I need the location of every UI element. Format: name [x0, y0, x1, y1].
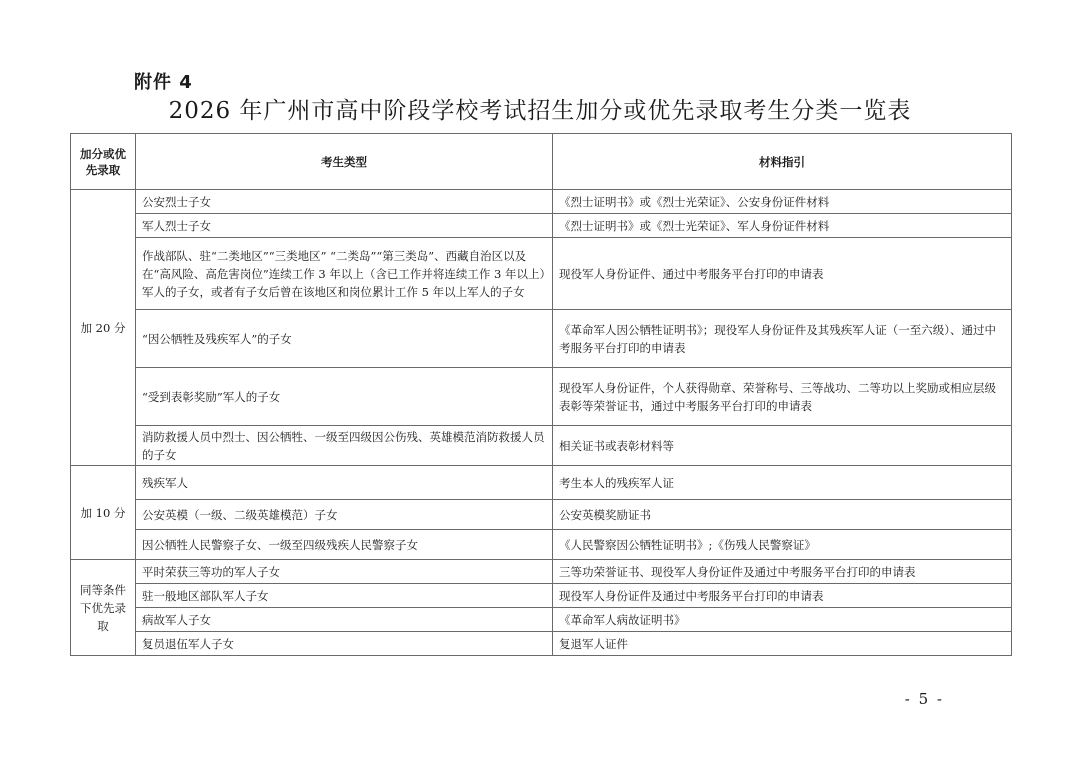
table-row [71, 500, 1012, 530]
row-material: 《人民警察因公牺牲证明书》;《伤残人民警察证》 [553, 530, 1012, 560]
table-header-row [71, 134, 1012, 190]
row-material: 现役军人身份证件及通过中考服务平台打印的申请表 [553, 584, 1012, 608]
row-type: 残疾军人 [136, 466, 553, 500]
classification-table [70, 133, 1012, 656]
row-type: 公安烈士子女 [136, 190, 553, 214]
row-type: 平时荣获三等功的军人子女 [136, 560, 553, 584]
row-material: 《革命军人因公牺牲证明书》；现役军人身份证件及其残疾军人证（一至六级）、通过中考服务平台打印的申请表 [553, 310, 1012, 368]
row-material: 现役军人身份证件、通过中考服务平台打印的申请表 [553, 238, 1012, 310]
page-number: - 5 - [904, 690, 944, 708]
row-type: “因公牺牲及残疾军人”的子女 [136, 310, 553, 368]
row-type: 消防救援人员中烈士、因公牺牲、一级至四级因公伤残、英雄模范消防救援人员的子女 [136, 426, 553, 466]
group-label-plus10: 加 10 分 [71, 466, 136, 560]
document-title: 2026 年广州市高中阶段学校考试招生加分或优先录取考生分类一览表 [168, 98, 912, 124]
table-row [71, 310, 1012, 368]
table-row [71, 530, 1012, 560]
table-row [71, 426, 1012, 466]
row-type: “受到表彰奖励”军人的子女 [136, 368, 553, 426]
row-type: 作战部队、驻“二类地区”“三类地区” “二类岛”“第三类岛”、西藏自治区以及在“高风险、高危害岗位”连续工作 3 年以上（含已工作并将连续工作 3 年以上）军人的子女，或者有子女后曾在该地区和岗位累计工作 5 年以上军人的子女 [136, 238, 553, 310]
row-material: 复退军人证件 [553, 632, 1012, 656]
row-material: 三等功荣誉证书、现役军人身份证件及通过中考服务平台打印的申请表 [553, 560, 1012, 584]
group-label-plus20: 加 20 分 [71, 190, 136, 466]
row-material: 现役军人身份证件，个人获得勋章、荣誉称号、三等战功、二等功以上奖励或相应层级表彰等荣誉证书，通过中考服务平台打印的申请表 [553, 368, 1012, 426]
table-row [71, 368, 1012, 426]
row-type: 驻一般地区部队军人子女 [136, 584, 553, 608]
row-material: 《烈士证明书》或《烈士光荣证》、军人身份证件材料 [553, 214, 1012, 238]
row-type: 复员退伍军人子女 [136, 632, 553, 656]
row-material: 公安英模奖励证书 [553, 500, 1012, 530]
row-material: 考生本人的残疾军人证 [553, 466, 1012, 500]
row-material: 相关证书或表彰材料等 [553, 426, 1012, 466]
attachment-label: 附件 4 [134, 72, 193, 93]
table-row [71, 466, 1012, 500]
group-label-priority: 同等条件下优先录取 [71, 560, 136, 656]
header-material: 材料指引 [553, 134, 1012, 190]
header-group: 加分或优先录取 [71, 134, 136, 190]
table-row [71, 560, 1012, 584]
table-row [71, 190, 1012, 214]
row-material: 《烈士证明书》或《烈士光荣证》、公安身份证件材料 [553, 190, 1012, 214]
table-row [71, 238, 1012, 310]
table-row [71, 214, 1012, 238]
row-material: 《革命军人病故证明书》 [553, 608, 1012, 632]
table-row [71, 584, 1012, 608]
row-type: 因公牺牲人民警察子女、一级至四级残疾人民警察子女 [136, 530, 553, 560]
table-row [71, 608, 1012, 632]
row-type: 病故军人子女 [136, 608, 553, 632]
table-row [71, 632, 1012, 656]
header-type: 考生类型 [136, 134, 553, 190]
row-type: 军人烈士子女 [136, 214, 553, 238]
row-type: 公安英模（一级、二级英雄模范）子女 [136, 500, 553, 530]
